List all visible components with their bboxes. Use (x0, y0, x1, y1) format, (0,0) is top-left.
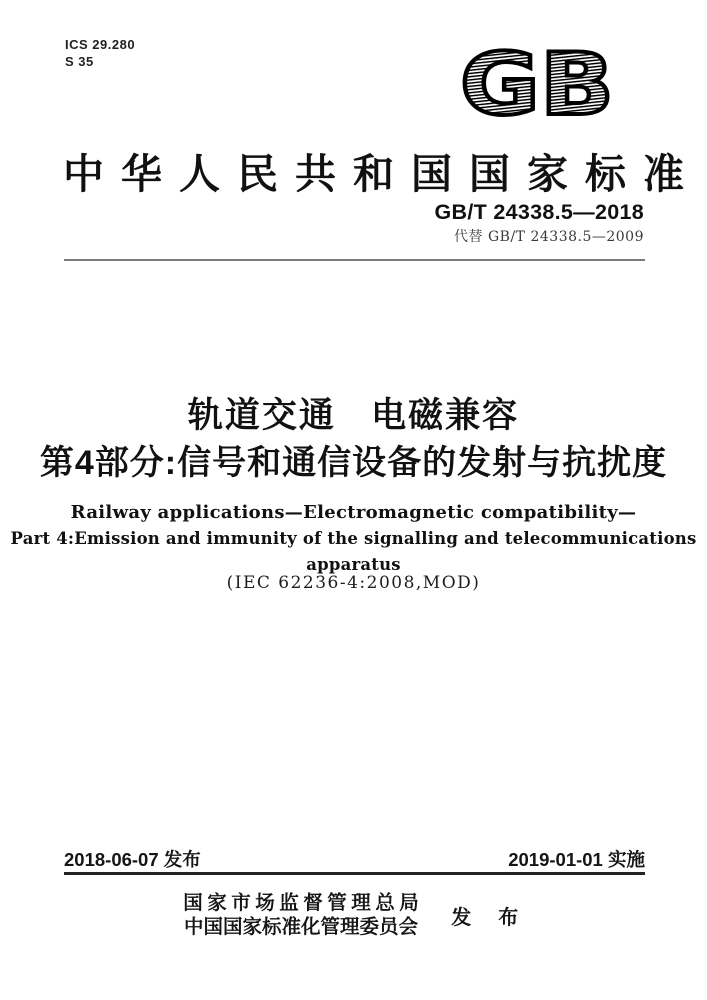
classification-codes (65, 36, 135, 70)
chinese-title-line2: 第4部分:信号和通信设备的发射与抗扰度 (39, 444, 668, 482)
issuer-names (179, 891, 424, 939)
issuer-line1: 国家市场监督管理总局 (183, 891, 424, 914)
english-title (0, 499, 707, 578)
gb-logo-icon (456, 42, 618, 122)
standard-number: GB/T 24338.5—2018 (434, 200, 644, 224)
english-title-line1: Railway applications—Electromagnetic compatibility— (70, 502, 637, 523)
replaces-note: 代替 GB/T 24338.5—2009 (454, 229, 644, 245)
issuer-line2: 中国国家标准化管理委员会 (184, 915, 419, 938)
iec-reference: (IEC 62236-4:2008,MOD) (226, 573, 481, 593)
gb-logo-text: GB (460, 42, 614, 122)
national-standard-heading: 中华人民共和国国家标准 (63, 150, 701, 198)
publisher-block (0, 891, 707, 939)
implementation-date: 2019-01-01 实施 (508, 849, 645, 870)
issue-date: 2018-06-07 发布 (64, 849, 201, 870)
chinese-title (0, 392, 707, 486)
s-code: S 35 (65, 54, 94, 69)
dates-row (64, 846, 645, 872)
ics-code: ICS 29.280 (65, 37, 136, 52)
footer-divider (64, 872, 645, 875)
chinese-title-line1: 轨道交通 电磁兼容 (187, 396, 520, 435)
english-title-line2: Part 4:Emission and immunity of the signalling and telecommunications apparatus (10, 529, 697, 574)
header-divider (64, 259, 645, 261)
issued-by-label: 发 布 (451, 904, 529, 929)
